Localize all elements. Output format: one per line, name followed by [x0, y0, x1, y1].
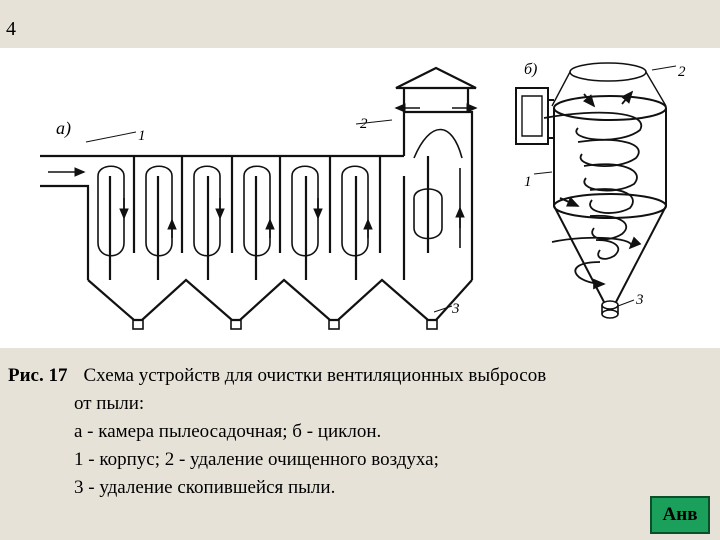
label-b-2: 2: [678, 64, 686, 80]
label-a-3: 3: [452, 301, 460, 317]
diagram-svg: [0, 48, 720, 348]
label-b-1: 1: [524, 174, 532, 190]
label-a-2: 2: [360, 116, 368, 132]
label-part-b: б): [524, 61, 538, 78]
slide-number: 4: [6, 18, 16, 40]
settling-chamber: [40, 68, 476, 329]
caption-line-3: а - камера пылеосадочная; б - циклон.: [74, 421, 382, 442]
nav-button[interactable]: Анв: [650, 496, 710, 534]
caption-line-4: 1 - корпус; 2 - удаление очищенного воздуха;: [74, 449, 439, 470]
dust-cleaning-diagram: [0, 48, 720, 348]
caption-line-5: 3 - удаление скопившейся пыли.: [74, 477, 336, 498]
cyclone-vortex: [534, 66, 676, 306]
figure-caption: [8, 362, 708, 502]
caption-line-1: [8, 362, 708, 390]
figure-number: Рис. 17: [8, 365, 68, 386]
label-b-3: 3: [636, 292, 644, 308]
caption-line-2: от пыли:: [74, 393, 145, 414]
caption-title: Схема устройств для очистки вентиляционных выбросов: [83, 365, 547, 386]
airflow-lines: [48, 108, 476, 312]
label-part-a: а): [56, 118, 71, 138]
label-a-1: 1: [138, 128, 146, 144]
